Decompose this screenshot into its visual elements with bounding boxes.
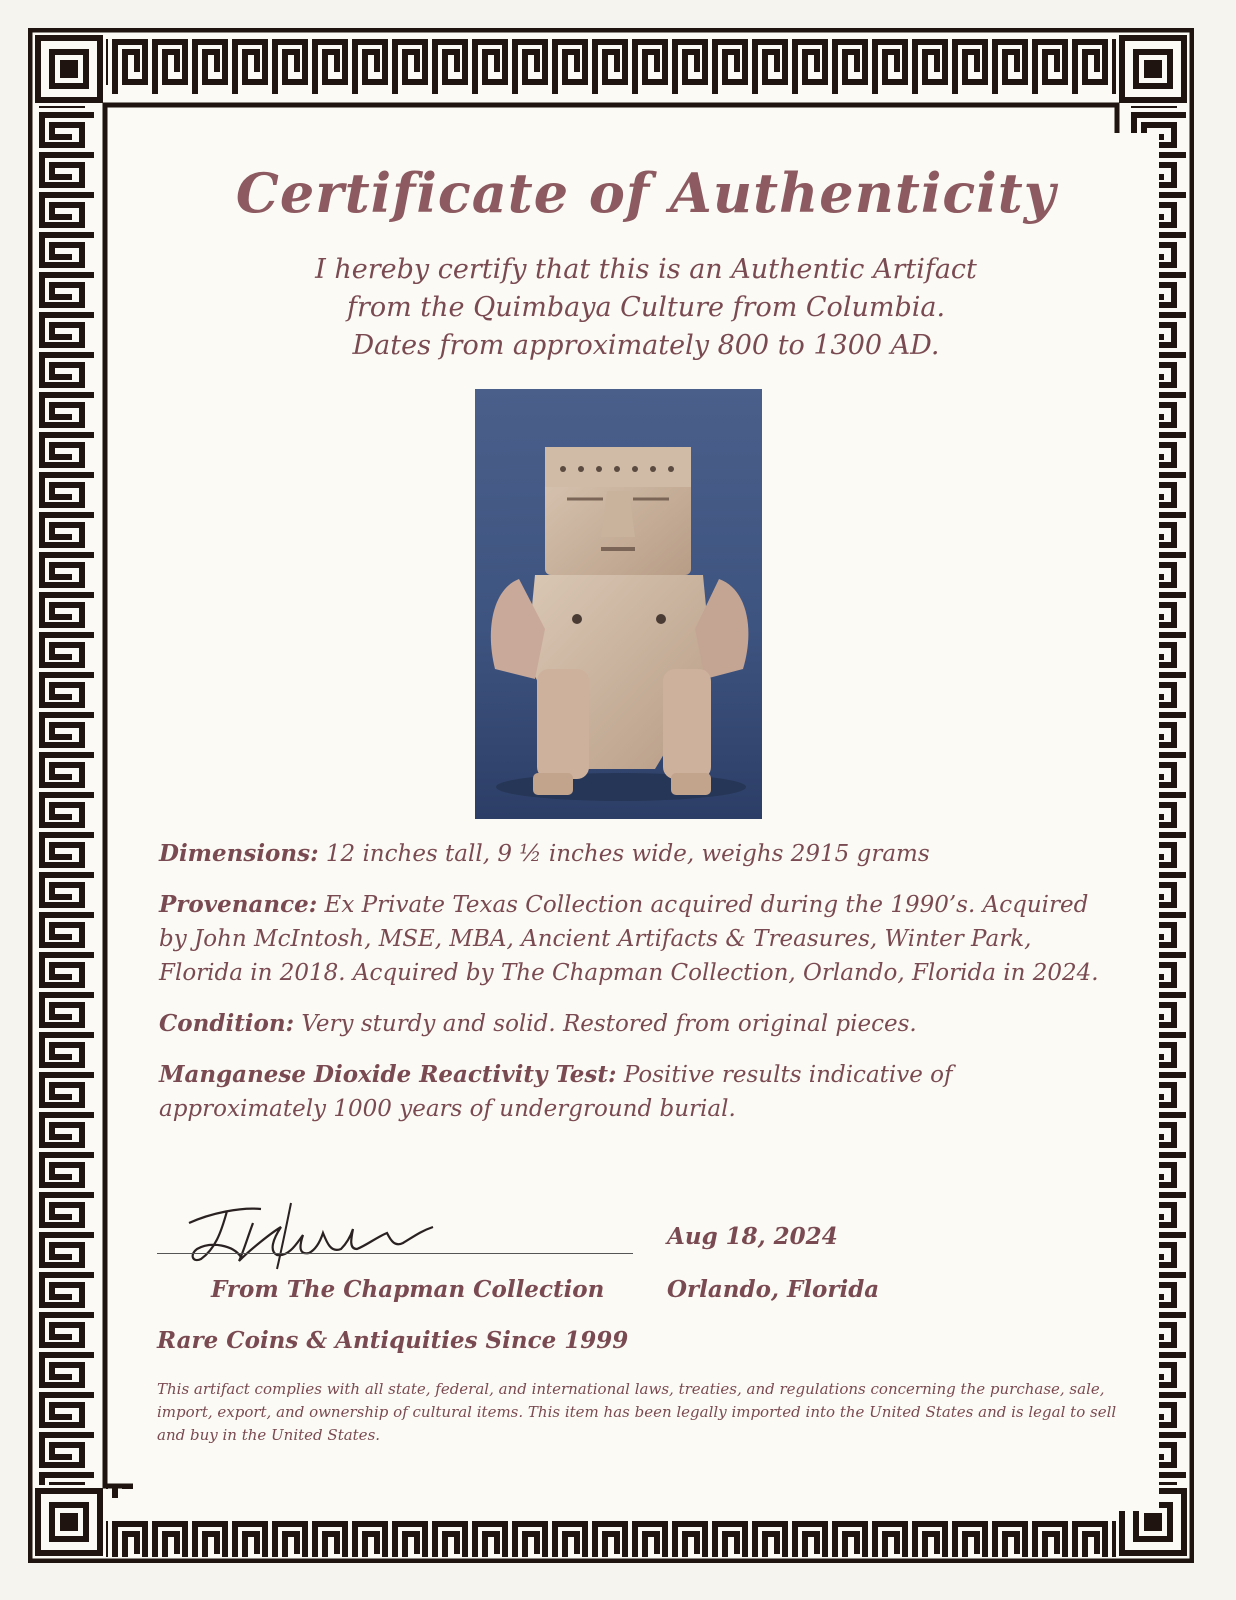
artifact-photo (475, 389, 762, 819)
certificate-date: Aug 18, 2024 (667, 1223, 838, 1250)
test-value: Positive results indicative of approximately 1000 years of underground burial. (159, 1062, 953, 1122)
certify-line-3: Dates from approximately 800 to 1300 AD. (352, 330, 940, 361)
certificate-title: Certificate of Authenticity (235, 161, 1057, 225)
test-label: Manganese Dioxide Reactivity Test: (159, 1061, 617, 1088)
test-row (159, 1058, 1119, 1126)
signature-line (157, 1253, 633, 1254)
condition-value: Very sturdy and solid. Restored from original pieces. (301, 1011, 917, 1037)
artifact-details (159, 837, 1119, 1143)
collection-city: Orlando, Florida (667, 1276, 880, 1303)
provenance-label: Provenance: (159, 891, 318, 918)
dimensions-value: 12 inches tall, 9 ½ inches wide, weighs 2915 grams (325, 841, 930, 867)
collection-name: From The Chapman Collection (211, 1276, 605, 1303)
certificate-body (133, 133, 1159, 1511)
certify-line-1: I hereby certify that this is an Authentic Artifact (315, 254, 977, 285)
condition-row (159, 1007, 1119, 1041)
legal-disclaimer: This artifact complies with all state, federal, and international laws, treaties, and regulations concerning the purchase, sale, import, export, and ownership of cultural items. This item has been legally imported into the United States and is legal to sell and buy in the United States. (157, 1380, 1117, 1444)
condition-label: Condition: (159, 1010, 295, 1037)
provenance-value: Ex Private Texas Collection acquired during the 1990’s. Acquired by John McIntosh, MSE, MBA, Ancient Artifacts & Treasures, Winter Park, Florida in 2018. Acquired by The Chapman Collection, Orlando, Florida in 2024. (159, 892, 1099, 986)
business-tagline: Rare Coins & Antiquities Since 1999 (157, 1327, 629, 1354)
signature (181, 1183, 461, 1273)
certificate-frame (28, 28, 1194, 1563)
provenance-row (159, 888, 1119, 990)
certification-statement (133, 251, 1159, 365)
dimensions-row (159, 837, 1119, 871)
quimbaya-figure-image (475, 389, 762, 819)
dimensions-label: Dimensions: (159, 840, 319, 867)
certify-line-2: from the Quimbaya Culture from Columbia. (346, 292, 946, 323)
